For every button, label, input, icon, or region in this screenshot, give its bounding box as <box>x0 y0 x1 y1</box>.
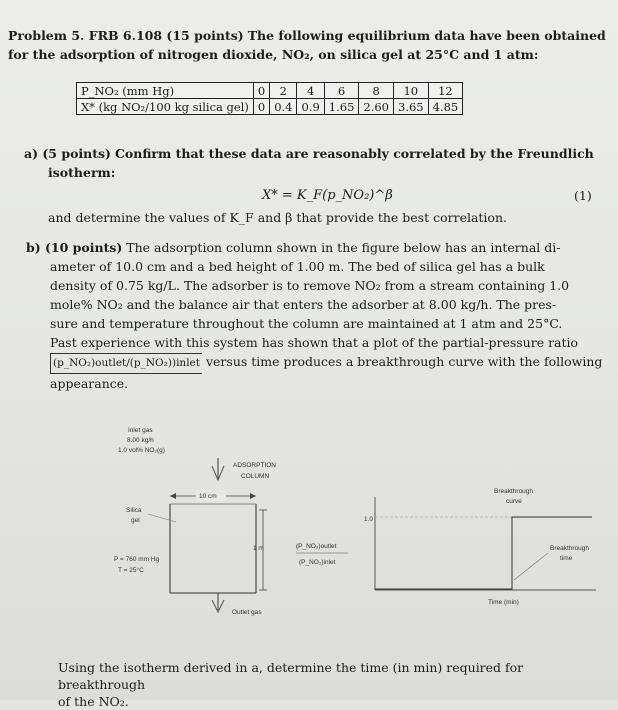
diameter-arrow-left <box>170 493 176 499</box>
freundlich-equation: X* = K_F(p_NO₂)^β <box>262 188 393 203</box>
pressure-ratio: (p_NO₂)outlet/(p_NO₂))inlet <box>50 353 202 374</box>
part-b-line-6: Past experience with this system has shown that a plot of the partial-pressure ratio <box>50 335 579 350</box>
curve-label-1: Breakthrough <box>494 488 534 495</box>
inlet-label-3: 1.0 vol% NO₂(g) <box>118 447 165 454</box>
table-cell: 2.60 <box>359 99 394 115</box>
column-label-1: ADSORPTION <box>233 462 276 469</box>
part-b-line-7: versus time produces a breakthrough curve with the following <box>205 354 603 369</box>
ratio-numerator: (P_NO₂)outlet <box>296 543 337 550</box>
outlet-label: Outlet gas <box>232 609 262 616</box>
part-b-line-4: mole% NO₂ and the balance air that enters the adsorber at 8.00 kg/h. The pres- <box>50 297 557 312</box>
part-b-line-5: sure and temperature throughout the column are maintained at 1 atm and 25°C. <box>50 316 563 331</box>
table-cell: 1.65 <box>324 99 359 115</box>
part-b-label: b) (10 points) <box>26 240 123 255</box>
ratio-denominator: (P_NO₂)inlet <box>299 559 336 566</box>
breakthrough-leader <box>514 553 548 580</box>
silica-label-2: gel <box>131 517 140 524</box>
table-cell: 6 <box>324 83 359 99</box>
part-b-line-2: ameter of 10.0 cm and a bed height of 1.00 m. The bed of silica gel has a bulk <box>50 259 545 274</box>
inlet-label-1: Inlet gas <box>128 427 153 434</box>
time-axis-label: Time (min) <box>488 599 519 606</box>
breakthrough-time-label-1: Breakthrough <box>550 545 590 552</box>
breakthrough-curve <box>375 517 592 589</box>
equation-number: (1) <box>574 188 592 203</box>
pressure-label: P = 760 mm Hg <box>114 556 160 563</box>
table-cell: 4.85 <box>428 99 463 115</box>
height-label: 1 m <box>253 545 264 552</box>
table-cell: 0.9 <box>297 99 324 115</box>
curve-label-2: curve <box>506 498 522 505</box>
inlet-label-2: 8.00 kg/h <box>127 437 154 444</box>
part-b-line-1: The adsorption column shown in the figure below has an internal di- <box>126 240 561 255</box>
row-label-pressure: P_NO₂ (mm Hg) <box>77 83 254 99</box>
column-label-2: COLUMN <box>241 473 270 480</box>
table-cell: 0.4 <box>270 99 297 115</box>
part-a-text-1: Confirm that these data are reasonably correlated by the Freundlich <box>114 146 594 161</box>
table-cell: 0 <box>253 99 269 115</box>
table-cell: 2 <box>270 83 297 99</box>
problem-intro-line-2: for the adsorption of nitrogen dioxide, NO₂, on silica gel at 25°C and 1 atm: <box>8 47 539 62</box>
table-cell: 10 <box>394 83 429 99</box>
part-a-text-2: isotherm: <box>48 165 116 180</box>
silica-leader <box>148 514 176 522</box>
table-cell: 3.65 <box>394 99 429 115</box>
final-question <box>58 659 614 710</box>
table-cell: 8 <box>359 83 394 99</box>
problem-heading: Problem 5. FRB 6.108 (15 points) <box>8 28 244 43</box>
y-value-label: 1.0 <box>364 516 374 523</box>
table-cell: 0 <box>253 83 269 99</box>
part-a-text-3: and determine the values of K_F and β that provide the best correlation. <box>48 210 507 225</box>
row-label-loading: X* (kg NO₂/100 kg silica gel) <box>77 99 254 115</box>
problem-intro-line-1: The following equilibrium data have been obtained <box>247 28 606 43</box>
diameter-arrow-right <box>250 493 256 499</box>
final-line-2: of the NO₂. <box>58 694 129 709</box>
silica-label-1: Silica <box>126 507 142 514</box>
part-b-line-8: appearance. <box>50 376 129 391</box>
part-a-label: a) (5 points) <box>24 146 111 161</box>
final-line-1: Using the isotherm derived in a, determine the time (in min) required for breakthrough <box>58 660 524 692</box>
table-cell: 12 <box>428 83 463 99</box>
diameter-label: 10 cm <box>199 493 217 500</box>
table-cell: 4 <box>297 83 324 99</box>
temperature-label: T = 25°C <box>118 567 144 574</box>
breakthrough-time-label-2: time <box>560 555 573 562</box>
part-b-line-3: density of 0.75 kg/L. The adsorber is to remove NO₂ from a stream containing 1.0 <box>50 278 570 293</box>
